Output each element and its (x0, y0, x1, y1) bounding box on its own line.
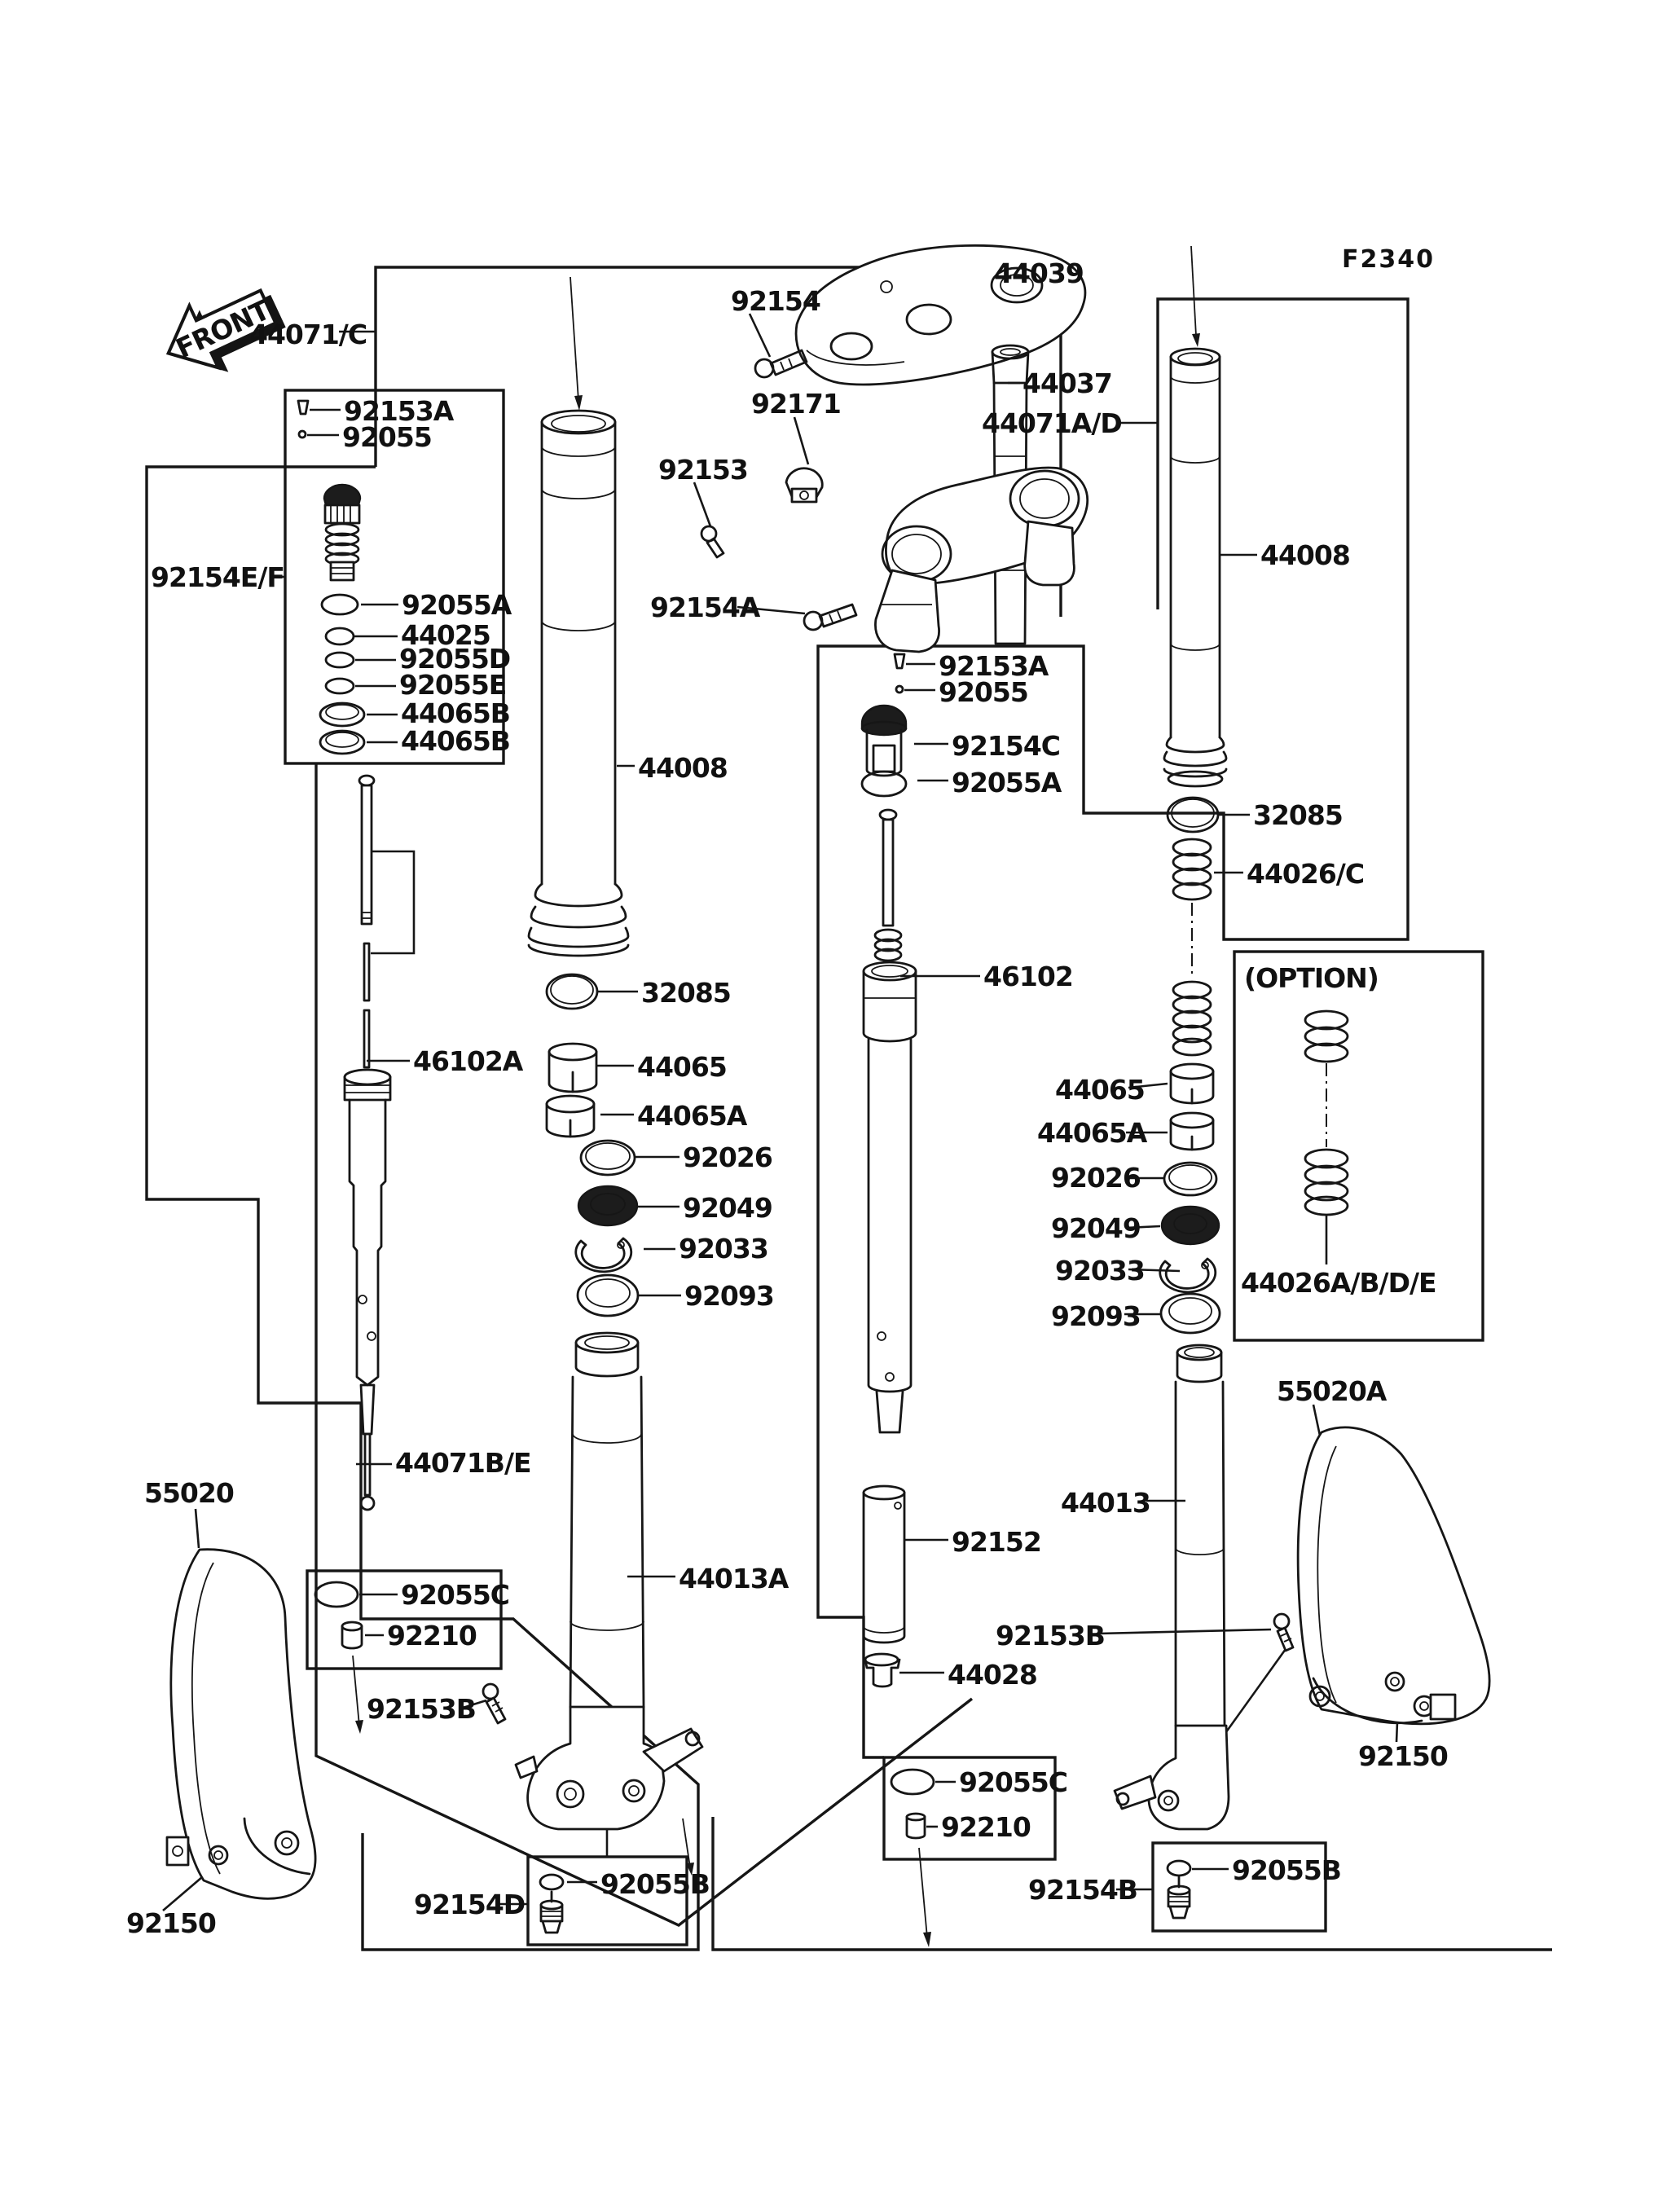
part-label-44026-abde: 44026A/B/D/E (1241, 1267, 1436, 1299)
part-label-92026-right: 92026 (1051, 1162, 1141, 1194)
oring-92055c-left-icon (315, 1582, 358, 1607)
arrow-middle-bottom (683, 1819, 694, 1876)
bolt-92153b-left-icon (483, 1684, 505, 1723)
ring-44065b-1-icon (320, 703, 364, 726)
part-label-44013a: 44013A (679, 1563, 789, 1594)
part-label-44025: 44025 (401, 619, 490, 651)
part-label-92210-left: 92210 (387, 1620, 477, 1651)
part-label-92153a-center: 92153A (939, 650, 1049, 682)
part-label-92093-middle: 92093 (684, 1280, 774, 1312)
fork-cap-assembly-left (324, 485, 360, 580)
part-label-92154d: 92154D (414, 1889, 526, 1920)
washer-92055-left-icon (299, 431, 306, 438)
front-arrow-label: FRONT (170, 293, 275, 365)
part-label-92055-left: 92055 (342, 421, 432, 453)
part-label-44071-be: 44071B/E (395, 1447, 531, 1479)
part-label-92153a-left: 92153A (344, 395, 454, 427)
part-label-92154b: 92154B (1028, 1874, 1137, 1906)
part-label-92055b-left: 92055B (600, 1868, 710, 1900)
washer-92026-right-icon (1164, 1163, 1216, 1195)
washer-92026-middle-icon (581, 1141, 635, 1175)
group-parts-right-column (1115, 246, 1489, 1918)
part-label-44028: 44028 (948, 1659, 1037, 1691)
oring-92055d-icon (326, 653, 354, 667)
inner-tube-44008-right (1164, 349, 1226, 786)
oring-92055e-icon (326, 679, 354, 693)
oring-92055b-left-icon (540, 1875, 563, 1889)
part-label-92154: 92154 (731, 285, 820, 317)
option-spring-44026abde-icon (1305, 1011, 1348, 1215)
oring-92055a-left-icon (322, 595, 358, 614)
oil-seal-92049-right-icon (1162, 1207, 1219, 1244)
part-label-92033-right: 92033 (1055, 1255, 1145, 1286)
part-label-92055e: 92055E (399, 669, 507, 701)
bushing-44065a-middle-icon (547, 1096, 594, 1137)
option-label: (OPTION) (1244, 962, 1379, 994)
part-label-46102: 46102 (983, 961, 1073, 992)
part-label-32085-middle: 32085 (641, 977, 731, 1009)
lower-triple-clamp-44071ad (875, 468, 1087, 652)
part-label-92055a-center: 92055A (952, 767, 1062, 798)
part-label-44065a-middle: 44065A (637, 1100, 747, 1132)
part-label-92210-center: 92210 (941, 1811, 1031, 1843)
oring-32085-right-icon (1168, 798, 1218, 832)
part-label-44065-middle: 44065 (637, 1051, 727, 1083)
part-label-92153b-left: 92153B (367, 1693, 476, 1725)
clip-92033-right-icon (1160, 1259, 1216, 1292)
part-label-92049-right: 92049 (1051, 1212, 1141, 1244)
part-label-44013: 44013 (1061, 1487, 1150, 1519)
inner-tube-44008-middle (529, 411, 628, 956)
part-label-44008-right: 44008 (1260, 539, 1350, 571)
part-label-44065b-1: 44065B (401, 697, 510, 729)
part-label-44071-ad: 44071A/D (982, 407, 1122, 439)
fork-guard-55020a (1298, 1427, 1489, 1724)
part-label-92055c-left: 92055C (401, 1579, 510, 1611)
bolt-92154a-icon (804, 605, 856, 630)
part-label-92055-center: 92055 (939, 676, 1028, 708)
oring-92055c-center-icon (891, 1770, 934, 1794)
group-parts-center-column (862, 654, 934, 1947)
screw-92153a-left-icon (298, 401, 308, 414)
plug-92210-left-icon (342, 1622, 362, 1648)
dust-seal-92093-middle-icon (578, 1275, 638, 1316)
part-label-92055b-right: 92055B (1232, 1854, 1341, 1886)
clip-92033-middle-icon (576, 1238, 631, 1272)
part-label-92150-left: 92150 (126, 1907, 216, 1939)
part-label-46102a: 46102A (413, 1045, 523, 1077)
part-label-44065a-right: 44065A (1037, 1117, 1147, 1149)
bolt-92153-icon (701, 526, 723, 557)
outer-tube-44013a (516, 1333, 702, 1829)
part-label-44037: 44037 (1023, 367, 1112, 399)
part-label-32085-right: 32085 (1253, 799, 1343, 831)
bushing-44065-middle-icon (549, 1044, 596, 1092)
part-label-92154c: 92154C (952, 730, 1061, 762)
part-label-92049-middle: 92049 (683, 1192, 772, 1224)
part-label-44071-c: 44071/C (249, 319, 367, 350)
bolt-92153b-right-icon (1274, 1614, 1293, 1651)
dust-seal-92093-right-icon (1161, 1294, 1220, 1333)
part-label-44008-middle: 44008 (638, 752, 728, 784)
bushing-44065-right-icon (1171, 1064, 1213, 1103)
outer-tube-44013-right (1115, 1345, 1229, 1829)
part-label-92154-ef: 92154E/F (151, 561, 284, 593)
figure-code: F2340 (1342, 245, 1435, 274)
oil-seal-92049-middle-icon (578, 1186, 637, 1225)
part-label-44065-right: 44065 (1055, 1074, 1145, 1106)
part-label-92093-right: 92093 (1051, 1300, 1141, 1332)
part-label-92152: 92152 (952, 1526, 1041, 1558)
part-label-92153: 92153 (658, 454, 748, 486)
plug-92210-center-icon (907, 1814, 925, 1838)
bolt-92154-icon (755, 350, 807, 377)
valve-92154b-icon (1168, 1877, 1190, 1918)
oring-44025-icon (326, 628, 354, 644)
cylinder-92152-icon (864, 1486, 904, 1643)
part-label-92026-middle: 92026 (683, 1141, 772, 1173)
fork-guard-55020 (167, 1550, 315, 1899)
part-label-92150-right: 92150 (1358, 1740, 1448, 1772)
part-label-92153b-right: 92153B (996, 1620, 1105, 1651)
arrow-center-bottom (919, 1848, 931, 1947)
arrow-middle-top (570, 277, 583, 411)
arrow-right-top (1191, 246, 1200, 347)
part-label-55020: 55020 (144, 1477, 234, 1509)
clamp-92171-icon (786, 468, 822, 502)
part-label-92154a: 92154A (650, 592, 760, 623)
part-label-92055d: 92055D (399, 643, 511, 675)
spring-44026c-icon (1173, 839, 1211, 1055)
washer-92055-center-icon (896, 686, 903, 693)
part-label-55020a: 55020A (1277, 1375, 1387, 1407)
oring-92055b-right-icon (1168, 1861, 1190, 1876)
cartridge-unit-left (345, 776, 390, 1510)
bushing-44028-icon (865, 1654, 899, 1687)
part-label-92171: 92171 (751, 388, 841, 420)
part-label-44026-c: 44026/C (1247, 858, 1365, 890)
damper-rod-46102 (864, 810, 916, 1432)
part-label-44039: 44039 (994, 257, 1084, 289)
valve-92154d-icon (541, 1892, 562, 1933)
oring-32085-middle-icon (547, 974, 597, 1009)
ring-44065b-2-icon (320, 731, 364, 754)
part-label-92055a-left: 92055A (402, 589, 512, 621)
bushing-44065a-right-icon (1171, 1113, 1213, 1150)
part-label-92055c-center: 92055C (959, 1766, 1068, 1798)
part-label-92033-middle: 92033 (679, 1233, 768, 1264)
screw-92153a-center-icon (895, 654, 904, 668)
part-label-44065b-2: 44065B (401, 725, 510, 757)
cap-92154c-icon (862, 706, 906, 776)
